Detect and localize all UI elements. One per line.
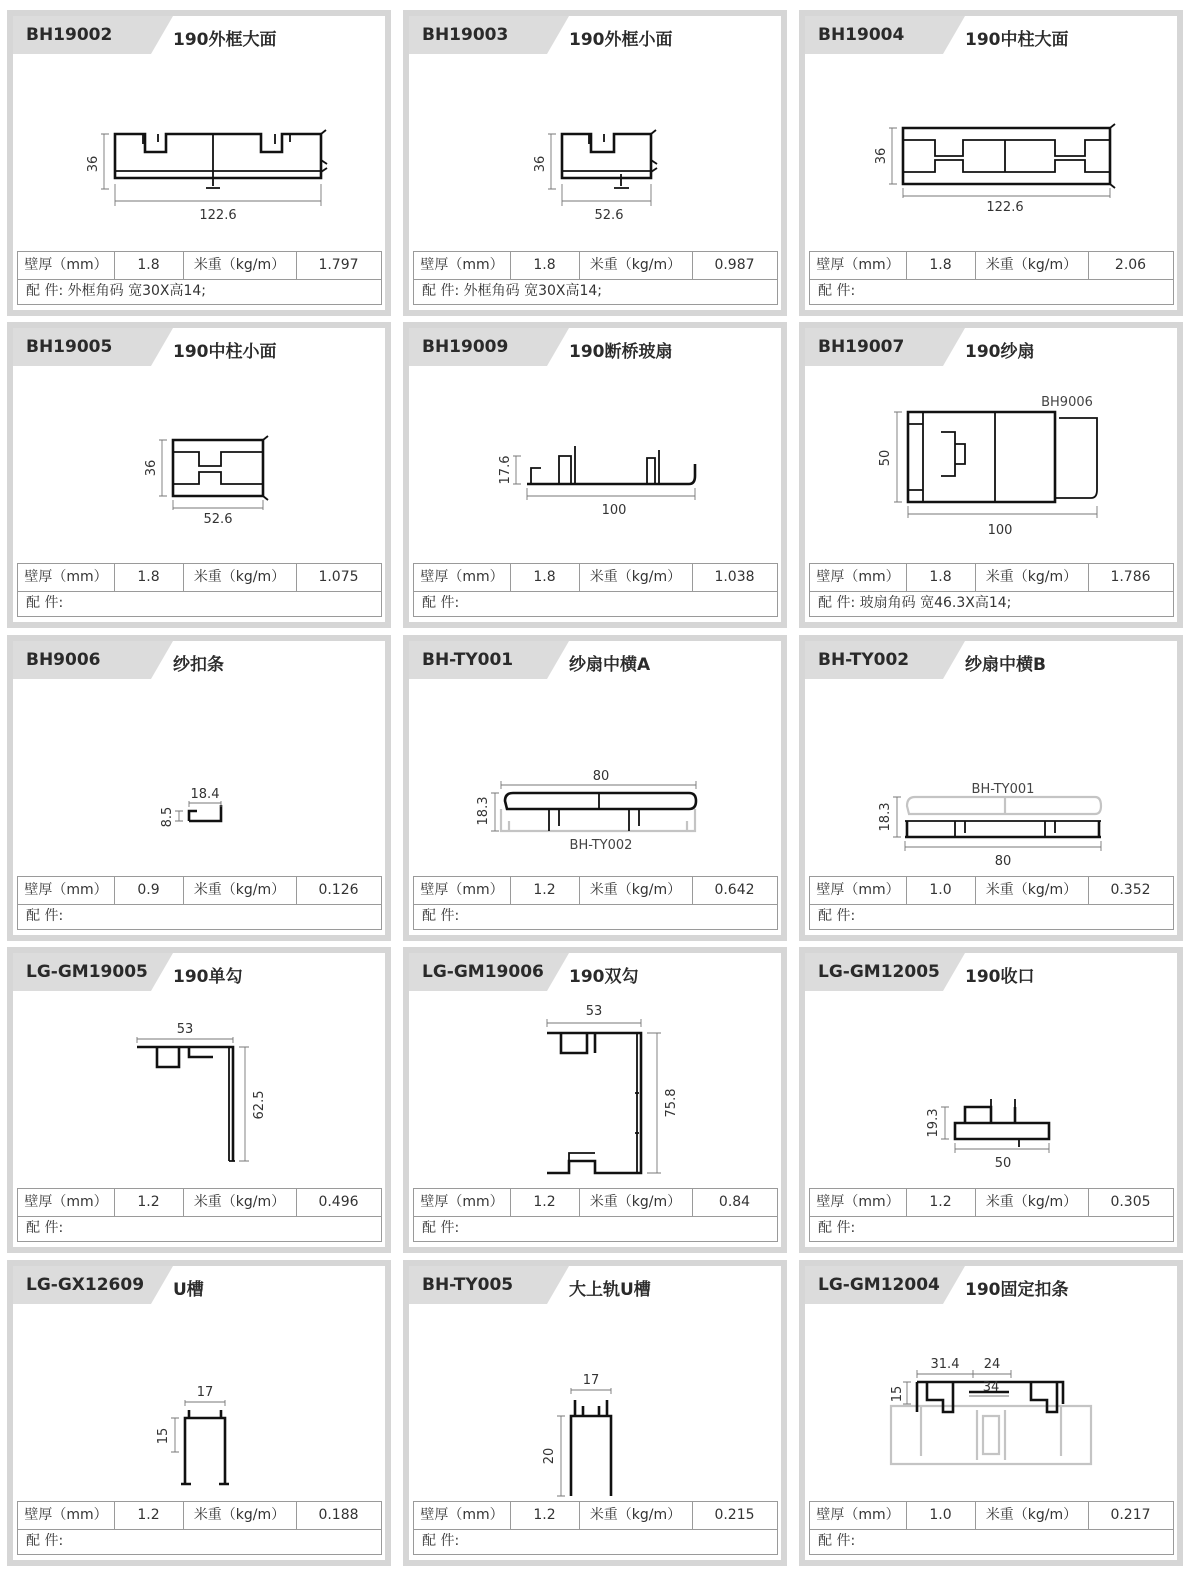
card-header <box>805 328 1177 366</box>
meter-weight-label: 米重（kg/m） <box>579 252 693 279</box>
profile-drawing <box>409 368 781 563</box>
meter-weight-label: 米重（kg/m） <box>975 877 1089 904</box>
profile-code: BH19003 <box>422 25 509 45</box>
spec-table <box>413 251 778 305</box>
wall-thickness-label: 壁厚（mm） <box>18 252 115 279</box>
spec-table <box>413 1501 778 1555</box>
fitting-label: 配 件: <box>818 1533 856 1549</box>
profile-drawing <box>805 993 1177 1188</box>
profile-code: LG-GM12004 <box>818 1275 940 1295</box>
wall-thickness-value: 1.2 <box>114 1189 184 1216</box>
spec-table <box>809 563 1174 617</box>
meter-weight-label: 米重（kg/m） <box>183 1189 297 1216</box>
profile-name: 纱扇中横A <box>569 655 651 675</box>
wall-thickness-label: 壁厚（mm） <box>414 564 511 591</box>
card-header <box>13 328 385 366</box>
card-header <box>409 16 781 54</box>
fitting-row <box>818 1529 855 1554</box>
dim-height: 36 <box>533 155 548 173</box>
wall-thickness-value: 1.8 <box>114 564 184 591</box>
fitting-label: 配 件: <box>26 908 64 924</box>
wall-thickness-label: 壁厚（mm） <box>18 877 115 904</box>
dim-height: 62.5 <box>252 1090 267 1120</box>
profile-card <box>799 10 1183 316</box>
meter-weight-label: 米重（kg/m） <box>579 564 693 591</box>
profile-code: LG-GX12609 <box>26 1275 145 1295</box>
profile-name: 190纱扇 <box>965 342 1035 362</box>
meter-weight-label: 米重（kg/m） <box>975 564 1089 591</box>
profile-card <box>799 322 1183 628</box>
card-header <box>13 641 385 679</box>
profile-name: 190单勾 <box>173 967 243 987</box>
card-header <box>409 1266 781 1304</box>
ref-label: BH-TY002 <box>569 838 633 853</box>
profile-card <box>7 947 391 1253</box>
meter-weight-label: 米重（kg/m） <box>579 1189 693 1216</box>
card-header <box>409 328 781 366</box>
dim-width: 52.6 <box>203 512 233 527</box>
meter-weight-label: 米重（kg/m） <box>975 1189 1089 1216</box>
meter-weight-label: 米重（kg/m） <box>975 1502 1089 1529</box>
dim-width: 122.6 <box>986 200 1024 215</box>
meter-weight-label: 米重（kg/m） <box>579 877 693 904</box>
fitting-label: 配 件: <box>26 595 64 611</box>
meter-weight-label: 米重（kg/m） <box>579 1502 693 1529</box>
spec-table <box>809 251 1174 305</box>
meter-weight-label: 米重（kg/m） <box>183 877 297 904</box>
dim-width: 52.6 <box>594 208 624 223</box>
fitting-row <box>422 1216 459 1241</box>
fitting-row <box>26 1216 63 1241</box>
meter-weight-value: 0.496 <box>318 1194 359 1210</box>
profile-drawing <box>13 681 385 876</box>
fitting-value: 外框角码 宽30X高14; <box>67 283 207 299</box>
fitting-label: 配 件: <box>422 1533 460 1549</box>
card-header <box>409 953 781 991</box>
profile-card <box>7 322 391 628</box>
fitting-label: 配 件: <box>818 1220 856 1236</box>
dim-height: 20 <box>542 1447 557 1465</box>
fitting-label: 配 件: <box>26 283 64 299</box>
profile-drawing <box>409 993 781 1188</box>
profile-name: U槽 <box>173 1280 204 1300</box>
profile-name: 190固定扣条 <box>965 1280 1069 1300</box>
fitting-row <box>26 279 206 304</box>
fitting-row <box>818 591 1011 616</box>
fitting-label: 配 件: <box>26 1220 64 1236</box>
wall-thickness-value: 1.2 <box>510 1502 580 1529</box>
card-header <box>805 953 1177 991</box>
wall-thickness-label: 壁厚（mm） <box>810 252 907 279</box>
dim-width: 50 <box>994 1156 1012 1171</box>
card-header <box>409 641 781 679</box>
spec-table <box>17 1188 382 1242</box>
spec-table <box>413 876 778 930</box>
dim-label: 24 <box>983 1357 1001 1372</box>
profile-drawing <box>805 56 1177 251</box>
spec-table <box>809 1188 1174 1242</box>
ref-label: BH-TY001 <box>971 782 1035 797</box>
dim-height: 8.5 <box>160 806 175 828</box>
dim-width: 17 <box>196 1385 214 1400</box>
wall-thickness-label: 壁厚（mm） <box>18 1189 115 1216</box>
profile-name: 190中柱小面 <box>173 342 277 362</box>
dim-height: 36 <box>144 459 159 477</box>
fitting-value: 玻扇角码 宽46.3X高14; <box>859 595 1012 611</box>
spec-table <box>413 563 778 617</box>
profile-card <box>7 10 391 316</box>
dim-width: 122.6 <box>199 208 237 223</box>
meter-weight-value: 0.84 <box>718 1194 751 1210</box>
profile-code: BH-TY005 <box>422 1275 514 1295</box>
meter-weight-value: 0.188 <box>318 1507 359 1523</box>
profile-drawing <box>805 681 1177 876</box>
profile-drawing <box>13 1306 385 1501</box>
wall-thickness-label: 壁厚（mm） <box>810 877 907 904</box>
fitting-row <box>26 591 63 616</box>
profile-name: 190外框小面 <box>569 30 673 50</box>
spec-table <box>17 251 382 305</box>
fitting-label: 配 件: <box>422 595 460 611</box>
meter-weight-value: 1.075 <box>318 569 359 585</box>
dim-label: 31.4 <box>930 1357 960 1372</box>
fitting-label: 配 件: <box>26 1533 64 1549</box>
profile-name: 190外框大面 <box>173 30 277 50</box>
card-header <box>805 16 1177 54</box>
spec-table <box>809 876 1174 930</box>
profile-name: 纱扣条 <box>173 655 224 675</box>
profile-code: LG-GM19005 <box>26 962 148 982</box>
profile-code: BH19005 <box>26 337 113 357</box>
wall-thickness-label: 壁厚（mm） <box>810 1189 907 1216</box>
wall-thickness-value: 1.0 <box>906 877 976 904</box>
profile-card <box>799 1260 1183 1566</box>
wall-thickness-label: 壁厚（mm） <box>810 1502 907 1529</box>
dim-height: 50 <box>878 449 893 467</box>
meter-weight-label: 米重（kg/m） <box>975 252 1089 279</box>
meter-weight-value: 0.987 <box>714 257 755 273</box>
card-header <box>805 1266 1177 1304</box>
wall-thickness-label: 壁厚（mm） <box>18 564 115 591</box>
profile-drawing <box>409 1306 781 1501</box>
wall-thickness-label: 壁厚（mm） <box>414 1502 511 1529</box>
wall-thickness-value: 1.2 <box>906 1189 976 1216</box>
wall-thickness-label: 壁厚（mm） <box>414 252 511 279</box>
meter-weight-value: 0.126 <box>318 882 359 898</box>
profile-drawing <box>805 368 1177 563</box>
profile-card <box>403 322 787 628</box>
dim-width: 80 <box>994 854 1012 869</box>
dim-height: 75.8 <box>664 1088 679 1118</box>
profile-drawing <box>805 1306 1177 1501</box>
dim-width: 18.4 <box>190 787 220 802</box>
meter-weight-label: 米重（kg/m） <box>183 252 297 279</box>
meter-weight-value: 0.642 <box>714 882 755 898</box>
dim-height: 36 <box>874 147 889 165</box>
fitting-row <box>422 279 602 304</box>
fitting-row <box>422 904 459 929</box>
dim-width: 80 <box>592 769 610 784</box>
profile-drawing <box>409 681 781 876</box>
profile-card <box>799 635 1183 941</box>
profile-card <box>403 635 787 941</box>
profile-drawing <box>13 368 385 563</box>
fitting-row <box>818 279 855 304</box>
spec-table <box>17 1501 382 1555</box>
profile-code: BH9006 <box>26 650 101 670</box>
dim-width: 100 <box>987 523 1013 538</box>
card-header <box>13 953 385 991</box>
meter-weight-value: 0.305 <box>1110 1194 1151 1210</box>
profile-name: 190断桥玻扇 <box>569 342 673 362</box>
profile-card <box>403 1260 787 1566</box>
ref-label: BH9006 <box>1041 395 1093 410</box>
meter-weight-value: 1.797 <box>318 257 359 273</box>
card-header <box>13 16 385 54</box>
wall-thickness-value: 1.2 <box>510 1189 580 1216</box>
fitting-row <box>26 904 63 929</box>
meter-weight-label: 米重（kg/m） <box>183 1502 297 1529</box>
fitting-label: 配 件: <box>818 283 856 299</box>
spec-table <box>413 1188 778 1242</box>
spec-table <box>809 1501 1174 1555</box>
meter-weight-value: 2.06 <box>1114 257 1147 273</box>
profile-card <box>7 635 391 941</box>
card-header <box>13 1266 385 1304</box>
wall-thickness-value: 1.8 <box>510 252 580 279</box>
spec-table <box>17 563 382 617</box>
profile-code: LG-GM19006 <box>422 962 544 982</box>
dim-height: 36 <box>86 155 101 173</box>
dim-width: 100 <box>601 503 627 518</box>
fitting-row <box>818 904 855 929</box>
profile-code: BH-TY001 <box>422 650 514 670</box>
fitting-label: 配 件: <box>818 595 856 611</box>
dim-height: 18.3 <box>878 802 893 832</box>
fitting-label: 配 件: <box>422 283 460 299</box>
fitting-label: 配 件: <box>422 1220 460 1236</box>
meter-weight-label: 米重（kg/m） <box>183 564 297 591</box>
profile-card <box>7 1260 391 1566</box>
wall-thickness-label: 壁厚（mm） <box>414 1189 511 1216</box>
fitting-label: 配 件: <box>818 908 856 924</box>
profile-card <box>403 10 787 316</box>
profile-code: BH19009 <box>422 337 509 357</box>
profile-code: LG-GM12005 <box>818 962 940 982</box>
card-header <box>805 641 1177 679</box>
profile-card <box>403 947 787 1253</box>
dim-height: 15 <box>156 1427 171 1445</box>
profile-drawing <box>409 56 781 251</box>
profile-drawing <box>13 993 385 1188</box>
meter-weight-value: 1.038 <box>714 569 755 585</box>
fitting-row <box>818 1216 855 1241</box>
profile-code: BH19004 <box>818 25 905 45</box>
meter-weight-value: 1.786 <box>1110 569 1151 585</box>
wall-thickness-value: 1.8 <box>906 564 976 591</box>
dim-height: 19.3 <box>926 1108 941 1138</box>
dim-width: 53 <box>585 1004 603 1019</box>
dim-height: 17.6 <box>498 455 513 485</box>
wall-thickness-value: 1.2 <box>510 877 580 904</box>
dim-height: 15 <box>890 1385 905 1403</box>
wall-thickness-value: 1.8 <box>906 252 976 279</box>
wall-thickness-label: 壁厚（mm） <box>18 1502 115 1529</box>
profile-code: BH-TY002 <box>818 650 910 670</box>
profile-card <box>799 947 1183 1253</box>
meter-weight-value: 0.215 <box>714 1507 755 1523</box>
fitting-row <box>26 1529 63 1554</box>
wall-thickness-value: 1.0 <box>906 1502 976 1529</box>
spec-table <box>17 876 382 930</box>
wall-thickness-label: 壁厚（mm） <box>810 564 907 591</box>
fitting-row <box>422 1529 459 1554</box>
wall-thickness-label: 壁厚（mm） <box>414 877 511 904</box>
meter-weight-value: 0.217 <box>1110 1507 1151 1523</box>
wall-thickness-value: 1.2 <box>114 1502 184 1529</box>
profile-code: BH19002 <box>26 25 113 45</box>
wall-thickness-value: 0.9 <box>114 877 184 904</box>
fitting-value: 外框角码 宽30X高14; <box>463 283 603 299</box>
dim-width: 53 <box>176 1022 194 1037</box>
profile-name: 纱扇中横B <box>965 655 1046 675</box>
dim-label: 34 <box>982 1380 1000 1395</box>
profile-name: 190收口 <box>965 967 1035 987</box>
profile-name: 大上轨U槽 <box>569 1280 651 1300</box>
profile-code: BH19007 <box>818 337 905 357</box>
wall-thickness-value: 1.8 <box>510 564 580 591</box>
profile-drawing <box>13 56 385 251</box>
fitting-label: 配 件: <box>422 908 460 924</box>
wall-thickness-value: 1.8 <box>114 252 184 279</box>
dim-width: 17 <box>582 1373 600 1388</box>
dim-height: 18.3 <box>476 796 491 826</box>
meter-weight-value: 0.352 <box>1110 882 1151 898</box>
profile-name: 190中柱大面 <box>965 30 1069 50</box>
profile-name: 190双勾 <box>569 967 639 987</box>
fitting-row <box>422 591 459 616</box>
